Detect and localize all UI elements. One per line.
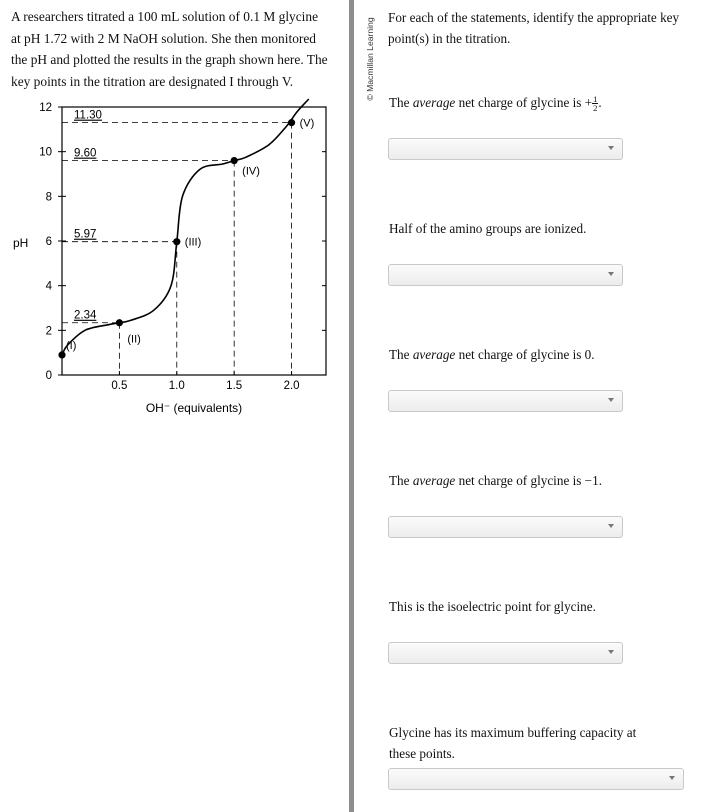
chevron-down-icon	[608, 272, 614, 276]
statement-5-dropdown[interactable]	[388, 642, 623, 664]
x-axis-label: OH⁻ (equivalents)	[145, 401, 243, 415]
statement-1: The average net charge of glycine is + $\frac{1}{2}$ .	[389, 94, 602, 114]
titration-chart	[0, 95, 350, 425]
statement-2-dropdown[interactable]	[388, 264, 623, 286]
fraction-half: $\frac{1}{2}$	[593, 94, 598, 114]
key-point-value: 9.60	[74, 147, 97, 160]
intro-line: key points in the titration are designated I through V.	[11, 74, 294, 90]
key-point-value: 2.34	[74, 309, 97, 322]
chevron-down-icon	[608, 398, 614, 402]
key-point-marker	[231, 157, 238, 164]
x-tick-label: 1.5	[226, 380, 243, 392]
y-tick-label: 8	[45, 191, 52, 204]
key-point-label: (III)	[184, 236, 202, 249]
x-tick-label: 0.5	[111, 380, 128, 392]
statement-6-dropdown[interactable]	[388, 768, 684, 790]
key-point-label: (I)	[66, 339, 77, 352]
statement-1-dropdown[interactable]	[388, 138, 623, 160]
statement-2: Half of the amino groups are ionized.	[389, 221, 587, 236]
key-point-marker	[58, 351, 65, 358]
problem-panel	[0, 0, 350, 812]
statement-6: Glycine has its maximum buffering capacity at these points.	[389, 725, 637, 761]
key-point-value: 5.97	[74, 228, 97, 241]
y-tick-label: 6	[45, 236, 52, 248]
key-point-label: (V)	[299, 117, 315, 130]
chevron-down-icon	[608, 650, 614, 654]
y-tick-label: 2	[45, 325, 52, 338]
key-point-marker	[288, 119, 295, 126]
statement-3: The average net charge of glycine is 0.	[389, 347, 595, 362]
y-tick-label: 0	[45, 370, 52, 382]
problem-intro	[11, 6, 341, 93]
titration-curve	[62, 99, 309, 355]
x-tick-label: 2.0	[283, 380, 300, 392]
instructions: For each of the statements, identify the appropriate key point(s) in the titration.	[388, 10, 680, 46]
intro-line: the pH and plotted the results in the graph shown here. The	[11, 52, 328, 68]
panel-divider	[349, 0, 354, 812]
chevron-down-icon	[608, 146, 614, 150]
statement-3-dropdown[interactable]	[388, 390, 623, 412]
y-axis-label: pH	[13, 236, 29, 250]
y-tick-label: 4	[45, 280, 52, 293]
key-point-value: 11.30	[74, 109, 102, 122]
key-point-marker	[173, 238, 180, 245]
intro-line: at pH 1.72 with 2 M NaOH solution. She then monitored	[11, 30, 316, 46]
statement-5: This is the isoelectric point for glycine.	[389, 599, 596, 614]
chevron-down-icon	[608, 524, 614, 528]
key-point-label: (II)	[127, 333, 141, 346]
chevron-down-icon	[669, 776, 675, 780]
key-point-label: (IV)	[242, 165, 260, 178]
intro-line: A researchers titrated a 100 mL solution of 0.1 M glycine	[11, 9, 319, 24]
copyright-credit: © Macmillan Learning	[365, 17, 375, 101]
statement-4: The average net charge of glycine is −1.	[389, 473, 603, 488]
key-point-marker	[116, 319, 123, 326]
y-tick-label: 10	[39, 146, 52, 159]
statement-4-dropdown[interactable]	[388, 516, 623, 538]
y-tick-label: 12	[39, 102, 52, 114]
x-tick-label: 1.0	[168, 380, 185, 392]
